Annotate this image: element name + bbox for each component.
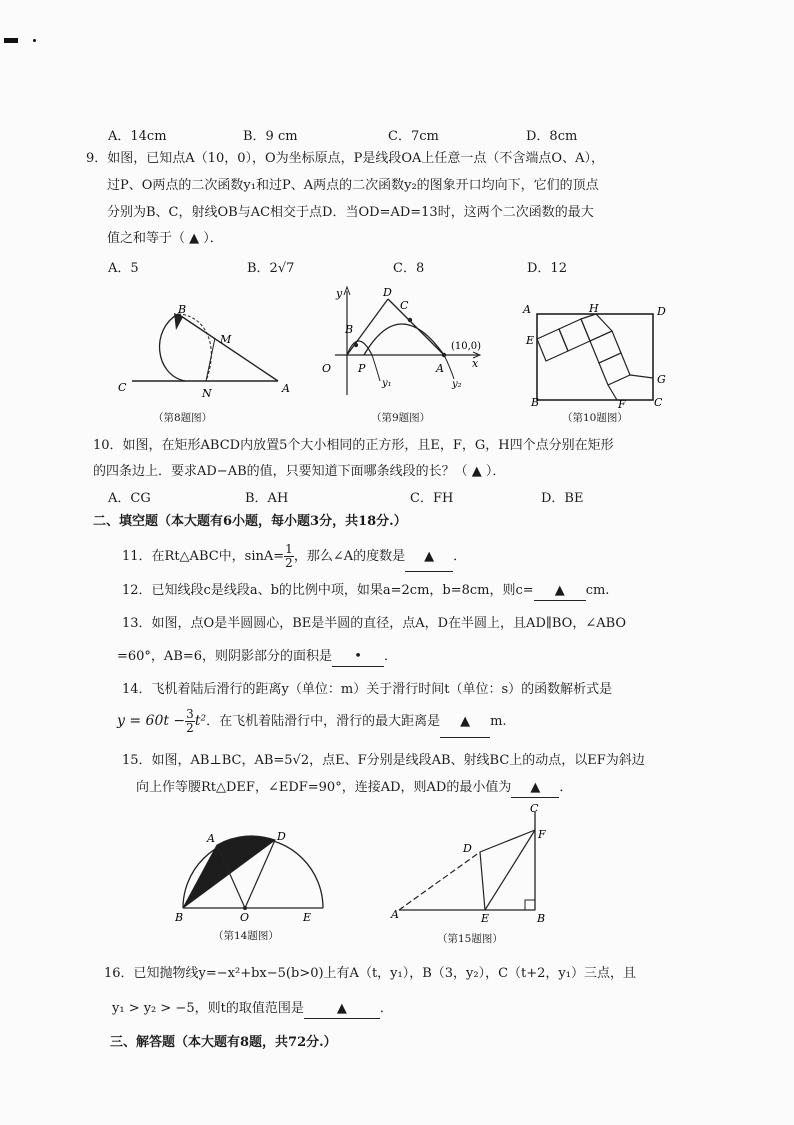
fig9-label-x: x xyxy=(472,357,479,370)
fig9-label-p: P xyxy=(358,362,366,375)
fig8-label-n: N xyxy=(202,387,212,400)
q8-option-c: C．7cm xyxy=(388,129,439,144)
q15-answer-blank[interactable]: ▲ xyxy=(511,779,559,798)
q10-line-2: 的四条边上．要求AD−AB的值，只要知道下面哪条线段的长？（ ▲ ）． xyxy=(93,464,506,479)
fig8-label-c: C xyxy=(118,381,127,394)
fig14-label-b: B xyxy=(175,911,184,923)
fig10-label-c: C xyxy=(654,396,663,409)
q15-line-2 xyxy=(136,779,572,798)
q9-line-3: 分别为B、C，射线OB与AC相交于点D．当OD=AD=13时，这两个二次函数的最大 xyxy=(107,205,594,220)
fig15-label-b: B xyxy=(537,912,546,925)
figure-15 xyxy=(385,800,550,925)
q9-option-c: C．8 xyxy=(393,261,425,276)
fig9-caption: （第9题图） xyxy=(371,412,431,424)
q10-option-a: A．CG xyxy=(108,491,151,506)
q16-answer-blank[interactable]: ▲ xyxy=(304,1000,380,1019)
fig15-label-e: E xyxy=(481,912,490,925)
fig9-label-c: C xyxy=(400,299,409,312)
fig10-label-e: E xyxy=(526,334,535,347)
q8-option-a: A．14cm xyxy=(108,129,167,144)
fig9-label-a-coord: (10,0) xyxy=(451,341,482,352)
q11-text-before: 11．在Rt△ABC中，sinA= xyxy=(122,549,285,564)
fig15-label-d: D xyxy=(463,842,472,855)
q14-formula-b: t² xyxy=(194,713,207,729)
q16-line-1: 16．已知抛物线y=−x²+bx−5(b>0)上有A（t，y₁），B（3，y₂），C（t+2，y₁）三点，且 xyxy=(104,966,636,981)
fig15-caption: （第15题图） xyxy=(437,933,503,945)
q9-line-4: 值之和等于（ ▲ ）． xyxy=(107,231,223,246)
q14-line-1: 14．飞机着陆后滑行的距离y（单位：m）关于滑行时间t（单位：s）的函数解析式是 xyxy=(122,682,613,697)
section-3-heading: 三、解答题（本大题有8题，共72分.） xyxy=(110,1035,337,1050)
q8-option-d: D．8cm xyxy=(526,129,578,144)
q14-denominator: 2 xyxy=(186,721,194,735)
fig14-label-e: E xyxy=(303,911,312,923)
q15-text: 向上作等腰Rt△DEF，∠EDF=90°，连接AD，则AD的最小值为 xyxy=(136,780,512,795)
q14-fraction xyxy=(185,708,195,735)
fig10-label-b: B xyxy=(531,396,540,409)
q12 xyxy=(122,582,609,601)
fig9-label-d: D xyxy=(383,286,392,299)
q9-number: 9． xyxy=(86,151,108,166)
q14-formula-a: y = 60t − xyxy=(117,713,186,729)
fig14-label-o: O xyxy=(240,911,250,923)
q10-option-b: B．AH xyxy=(245,491,289,506)
q11-end: ． xyxy=(453,549,467,564)
q11-answer-blank[interactable]: ▲ xyxy=(405,543,453,572)
q12-text: 12．已知线段c是线段a、b的比例中项，如果a=2cm，b=8cm，则c= xyxy=(122,583,534,598)
q10-option-c: C．FH xyxy=(410,491,454,506)
figure-14 xyxy=(175,828,335,923)
fig9-label-y: y xyxy=(336,287,343,300)
fig10-label-f: F xyxy=(618,398,626,410)
q8-option-b: B．9 cm xyxy=(243,129,298,144)
figure-8 xyxy=(110,300,300,405)
q14-end: m. xyxy=(490,714,507,729)
q9-option-d: D．12 xyxy=(527,261,567,276)
q12-end: cm. xyxy=(585,583,610,598)
q16-end: ． xyxy=(379,1001,393,1016)
fig10-label-g: G xyxy=(657,373,666,386)
fig8-caption: （第8题图） xyxy=(153,412,213,424)
q9-text: 如图，已知点A（10，0），O为坐标原点，P是线段OA上任意一点（不含端点O、A）， xyxy=(107,151,604,166)
fig15-label-a: A xyxy=(391,908,399,921)
fig9-label-o: O xyxy=(322,362,332,375)
fig14-label-d: D xyxy=(277,830,286,843)
fig9-label-b: B xyxy=(345,323,354,336)
fig10-caption: （第10题图） xyxy=(562,412,628,424)
q14-line-2 xyxy=(117,706,507,738)
fig8-label-m: M xyxy=(220,333,232,346)
q11-fraction xyxy=(284,543,294,570)
fig8-label-a: A xyxy=(282,382,290,395)
q14-answer-blank[interactable]: ▲ xyxy=(440,707,490,738)
q14-numerator: 3 xyxy=(186,707,194,721)
q15-end: ． xyxy=(559,780,573,795)
q16-text: y₁ > y₂ > −5，则t的取值范围是 xyxy=(112,1001,304,1016)
fig9-label-y2: y₂ xyxy=(452,379,462,390)
q13-line-1: 13．如图，点O是半圆圆心，BE是半圆的直径，点A，D在半圆上，且AD∥BO，∠ABO xyxy=(122,616,627,631)
scan-mark xyxy=(4,38,18,43)
q10-line-1: 10．如图，在矩形ABCD内放置5个大小相同的正方形，且E，F，G，H四个点分别在矩形 xyxy=(93,438,614,453)
fig14-label-a: A xyxy=(207,832,215,845)
q9-option-b: B．2√7 xyxy=(247,261,295,276)
fig9-label-y1: y₁ xyxy=(382,378,392,389)
fig15-label-c: C xyxy=(530,802,539,815)
q13-end: ． xyxy=(384,649,398,664)
fig8-label-b: B xyxy=(178,303,187,316)
scan-mark-dot xyxy=(33,39,36,42)
fig10-label-a: A xyxy=(523,303,531,316)
fig10-label-d: D xyxy=(657,305,666,318)
q9-option-a: A．5 xyxy=(108,261,139,276)
q14-text: ．在飞机着陆滑行中，滑行的最大距离是 xyxy=(206,714,441,729)
q9-line-1 xyxy=(86,150,604,168)
section-2-heading: 二、填空题（本大题有6小题，每小题3分，共18分.） xyxy=(93,514,407,529)
q13-answer-blank[interactable]: • xyxy=(332,648,384,667)
figure-9 xyxy=(320,283,490,408)
q11 xyxy=(122,543,466,572)
fig9-label-a: A xyxy=(436,362,444,375)
figure-10 xyxy=(520,300,680,410)
q10-option-d: D．BE xyxy=(541,491,584,506)
q13-text: =60°，AB=6，则阴影部分的面积是 xyxy=(117,649,333,664)
q13-line-2 xyxy=(117,648,397,667)
q9-line-2: 过P、O两点的二次函数y₁和过P、A两点的二次函数y₂的图象开口均向下，它们的顶点 xyxy=(107,178,599,193)
q16-line-2 xyxy=(112,1000,393,1019)
fig14-caption: （第14题图） xyxy=(213,930,279,942)
q12-answer-blank[interactable]: ▲ xyxy=(534,582,586,601)
q11-denominator: 2 xyxy=(285,556,293,570)
fig15-label-f: F xyxy=(538,828,546,841)
fig10-label-h: H xyxy=(589,302,599,315)
q11-text-after: ，那么∠A的度数是 xyxy=(293,549,406,564)
q15-line-1: 15．如图，AB⊥BC，AB=5√2，点E、F分别是线段AB、射线BC上的动点，以EF为斜边 xyxy=(122,753,645,768)
q11-numerator: 1 xyxy=(285,542,293,556)
